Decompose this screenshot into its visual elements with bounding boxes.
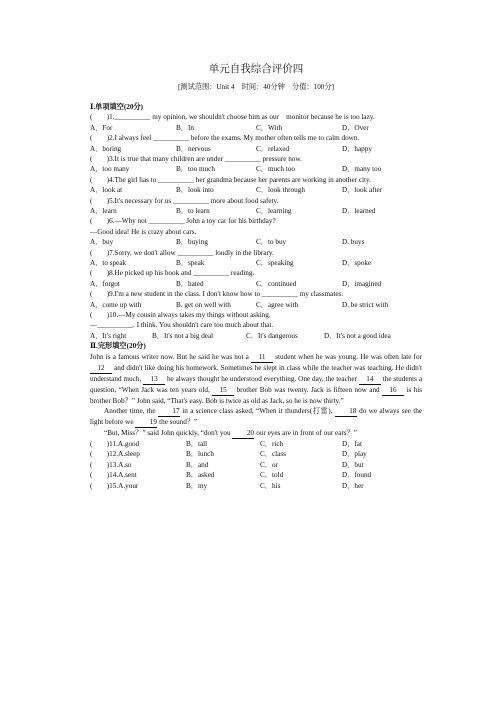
passage-text: and didn't like doing his homework. Sometimes he slept in class while the teacher was teaching. He didn't understand much, (90, 363, 423, 383)
cloze-passage-paragraph-1 (90, 352, 422, 406)
blank-14: 14 (359, 375, 381, 385)
option-c: C．learning (256, 207, 292, 215)
question-3-options (90, 164, 422, 174)
option-b: B．buying (176, 238, 208, 247)
option-a: A．learn (90, 207, 117, 215)
option-b: B．In (176, 123, 194, 132)
option-c: C．his (260, 481, 281, 490)
passage-text: the sound？” (159, 418, 198, 426)
question-15-options (90, 481, 422, 491)
option-a: ( )15.A.your (90, 481, 139, 490)
passage-text: is his brother Bob？” John said, “That's easy. Bob is twice as old as Jack, so he is now thirty.” (90, 385, 423, 405)
question-2-options (90, 144, 422, 154)
option-b: B．too much (176, 165, 215, 174)
option-b: B．and (186, 460, 209, 469)
option-b: B．my (186, 481, 208, 490)
question-10-options (90, 331, 422, 341)
question-9-options (90, 300, 422, 310)
option-a: A．to speak (90, 259, 127, 267)
option-a: ( )11.A.good (90, 440, 140, 448)
option-c: C．It's dangerous (246, 331, 298, 340)
question-7-options (90, 258, 422, 268)
blank-17: 17 (158, 407, 180, 417)
blank-11: 11 (251, 353, 273, 363)
option-c: C．With (256, 123, 283, 132)
option-d: D．imagined (342, 279, 382, 288)
option-d: D．spoke (342, 259, 372, 267)
option-d: D．fat (342, 440, 362, 448)
question-4: ( )4.The girl has to __________ her grandma because her parents are working in another city. (90, 175, 371, 184)
option-b: B．look into (176, 186, 214, 195)
option-b: B．tall (186, 440, 208, 448)
blank-13: 13 (143, 375, 165, 385)
blank-15: 15 (212, 386, 234, 396)
option-d: D．It's not a good idea (324, 331, 391, 340)
option-a: A．For (90, 123, 113, 132)
option-b: B．It's not a big deal (152, 331, 214, 340)
page-subtitle: [测试范围：Unit 4 时间：40分钟 分值：100分] (178, 83, 334, 91)
question-9: ( )9.I'm a new student in the class. I don't know how to __________ my classmates. (90, 290, 344, 299)
option-b: B. get on well with (176, 300, 231, 309)
option-b: B．nervous (176, 144, 211, 153)
option-c: C．rich (260, 440, 284, 448)
option-a: A．boring (90, 144, 122, 153)
blank-16: 16 (382, 386, 404, 396)
question-6-options (90, 237, 422, 247)
question-8-options (90, 279, 422, 289)
option-c: C．class (260, 450, 286, 459)
question-3: ( )3.It is true that many children are under __________ pressure now. (90, 155, 302, 163)
option-a: A．forgot (90, 279, 120, 288)
option-a: ( )14.A.sent (90, 471, 137, 480)
question-2: ( )2.I always feel __________ before the exams. My mother often tells me to calm down. (90, 134, 360, 143)
question-6-reply: —Good idea! He is crazy about cars. (90, 227, 197, 236)
blank-20: 20 (232, 429, 254, 439)
blank-12: 12 (90, 364, 112, 374)
option-a: ( )12.A.sleep (90, 450, 140, 459)
question-14-options (90, 470, 422, 480)
question-10: ( )10.—My cousin always takes my things without asking. (90, 310, 271, 319)
question-12-options (90, 449, 422, 459)
question-6: ( )6.—Why not __________ John a toy car for his birthday? (90, 217, 276, 226)
option-b: B．speak (176, 259, 205, 267)
cloze-passage-paragraph-3 (90, 428, 422, 439)
option-c: C．look through (256, 186, 305, 195)
passage-text: the students a question, “When Jack was ten years old, (90, 374, 423, 394)
option-c: C．continued (256, 279, 297, 288)
option-b: B．hated (176, 279, 204, 288)
question-7: ( )7.Sorry, we don't allow __________ loudly in the library. (90, 248, 274, 257)
option-c: C．or (260, 460, 278, 469)
passage-text: do we always see the light before we (90, 407, 422, 426)
section-heading-2: Ⅱ.完形填空(20分) (90, 342, 146, 351)
option-d: D．her (342, 481, 364, 490)
passage-text: he always thought he understood everything. One day, the teacher (166, 374, 357, 383)
option-a: ( )13.A.so (90, 460, 132, 469)
option-a: A．It's right (90, 331, 127, 340)
question-5-options (90, 206, 422, 216)
question-5: ( )5.It's necessary for us __________ more about food safety. (90, 196, 279, 205)
option-c: C．much too (256, 165, 295, 174)
question-13-options (90, 460, 422, 470)
option-a: A．buy (90, 238, 114, 247)
option-c: C．speaking (256, 259, 294, 267)
option-d: D. be strict with (342, 300, 389, 309)
passage-text: Another time, the (104, 407, 156, 415)
document-content (90, 64, 422, 491)
option-d: D．many too (342, 165, 382, 174)
option-c: C．told (260, 471, 284, 480)
blank-18: 18 (335, 407, 357, 417)
option-d: D. buys (342, 238, 365, 247)
option-d: D．Over (342, 123, 369, 132)
cloze-passage-paragraph-2 (90, 406, 422, 428)
option-d: D．play (342, 450, 367, 459)
option-d: D．found (342, 471, 372, 480)
passage-text: student when he was young. He was often late for (275, 352, 423, 361)
question-8: ( )8.He picked up his book and __________ reading. (90, 269, 255, 278)
option-c: C．relaxed (256, 144, 290, 153)
option-d: D．look after (342, 186, 383, 195)
question-11-options (90, 439, 422, 449)
option-a: A．too many (90, 165, 130, 174)
option-a: A．come up with (90, 300, 142, 309)
passage-text: brother Bob was twenty. Jack is fifteen now and (236, 385, 380, 394)
option-b: B．lunch (186, 450, 214, 459)
passage-text: “But, Miss？” said John quickly, “don't you (104, 429, 231, 437)
option-b: B．asked (186, 471, 215, 480)
question-1-options (90, 123, 422, 133)
passage-text: John is a famous writer now. But he said he was not a (90, 352, 249, 361)
option-b: B．to learn (176, 207, 210, 215)
option-a: A．look at (90, 186, 123, 195)
option-d: D．happy (342, 144, 372, 153)
option-c: C．to buy (256, 238, 287, 247)
option-d: D．but (342, 460, 364, 469)
question-10-reply: —__________. I think. You shouldn't care too much about that. (90, 321, 274, 330)
option-c: C．agree with (256, 300, 299, 309)
passage-text: in a science class asked, “When it thunders(打雷), (182, 407, 333, 415)
page-title: 单元自我综合评价四 (208, 64, 304, 75)
option-d: D．learned (342, 207, 376, 215)
question-1: ( )1.__________ my opinion, we shouldn't choose him as our monitor because he is too lazy. (90, 113, 375, 122)
passage-text: our eyes are in front of our ears？” (256, 429, 357, 437)
section-heading-1: Ⅰ.单项填空(20分) (90, 103, 144, 111)
question-4-options (90, 185, 422, 195)
blank-19: 19 (135, 418, 157, 428)
